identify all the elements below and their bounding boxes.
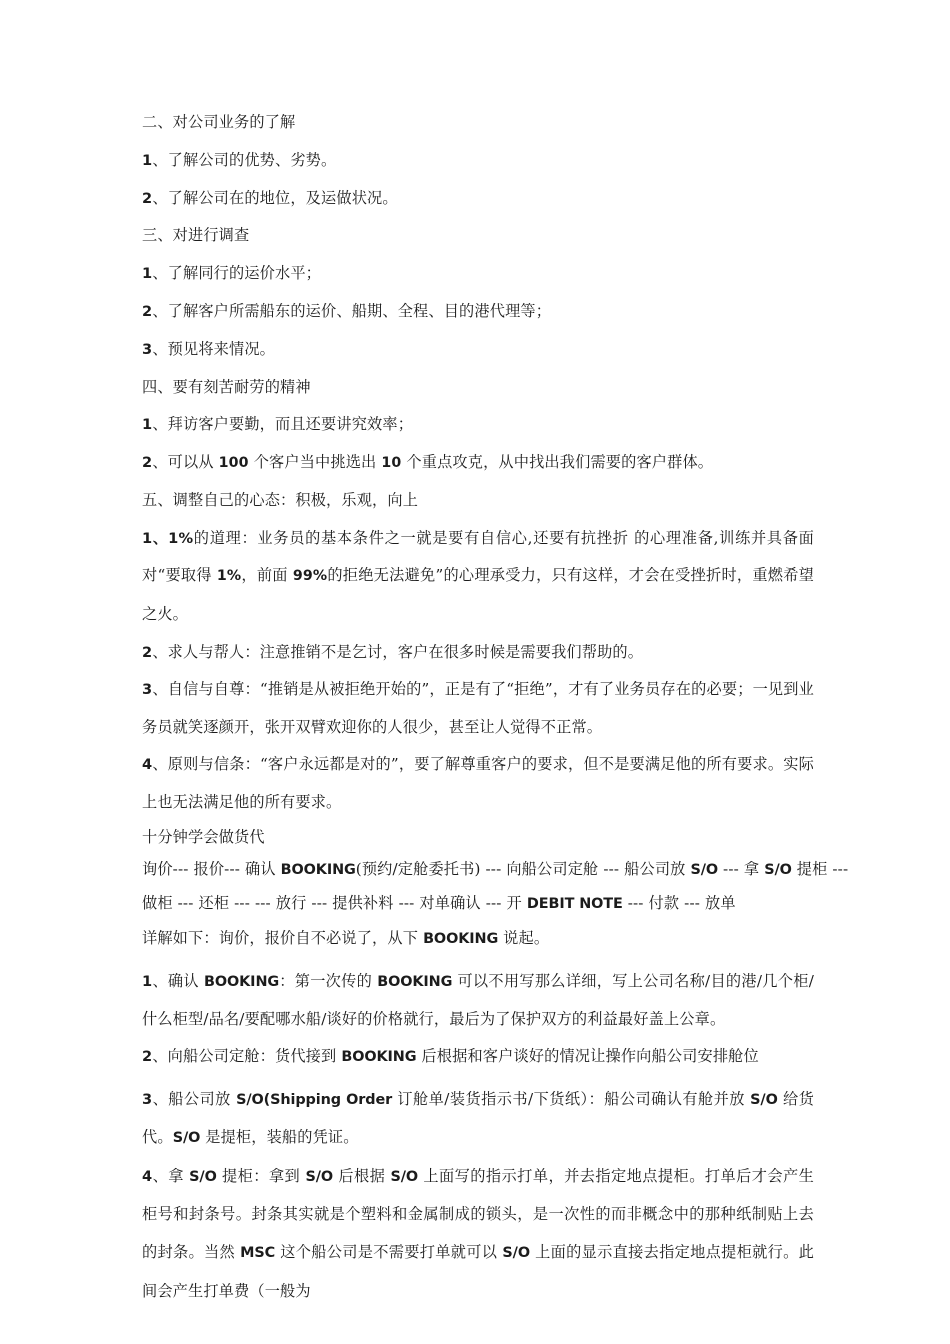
- step-text: 后根据: [333, 1166, 391, 1185]
- step-text: 上面的显示直接去指定地点提柜就行。此间会产生打单费（一般为: [142, 1243, 814, 1300]
- term-so: S/O: [305, 1168, 334, 1185]
- customer-count-100: 100: [218, 455, 249, 472]
- list-item-3-3: [142, 331, 814, 369]
- heading-section-three: 三、对进行调查: [142, 226, 250, 245]
- heading-freight-forwarding: 十分钟学会做货代: [142, 827, 265, 846]
- list-number: 3: [142, 1090, 153, 1108]
- list-item-3-2: [142, 293, 814, 331]
- list-number: 2: [142, 302, 153, 320]
- customer-count-10: 10: [381, 455, 402, 472]
- step-text: 、确认: [152, 971, 204, 990]
- list-item-text: 、预见将来情况。: [152, 339, 276, 358]
- list-number: 1: [142, 416, 153, 434]
- list-item-3-1: [142, 255, 814, 293]
- document-text-body: [142, 104, 849, 1310]
- list-number: 1、1%: [142, 529, 194, 547]
- term-debit-note: DEBIT NOTE: [526, 895, 623, 912]
- list-item-text: 、拜访客户要勤，而且还要讲究效率；: [152, 415, 414, 434]
- workflow-text: --- 拿: [718, 859, 765, 878]
- list-item-text: 、了解同行的运价水平；: [152, 264, 322, 283]
- mindset-text: 、求人与帮人：注意推销不是乞讨，客户在很多时候是需要我们帮助的。: [152, 642, 644, 661]
- term-msc: MSC: [240, 1245, 276, 1262]
- step-text: 给货代。: [142, 1089, 814, 1147]
- list-number: 1: [142, 972, 153, 990]
- step-text: 、拿: [152, 1166, 190, 1185]
- step-item-4: [142, 1158, 814, 1310]
- step-item-2: [142, 1039, 814, 1075]
- list-number: 3: [142, 340, 153, 358]
- step-item-1: [142, 963, 814, 1039]
- list-item-text: 、可以从: [152, 453, 219, 472]
- detail-intro-line: [142, 921, 814, 957]
- mindset-item-1: [142, 520, 814, 634]
- step-text: 可以不用写那么详细，写上公司名称/目的港/几个柜/什么柜型/品名/要配哪水船/谈好的价格就行，最后为了保护双方的利益最好盖上公章。: [142, 971, 814, 1029]
- step-text: 上面写的指示打单，并去指定地点提柜。打单后才会产生柜号和封条号。封条其实就是个塑料和金属制成的锁头，是一次性的而非概念中的那种纸制贴上去的封条。当然: [142, 1166, 814, 1262]
- workflow-text: --- 付款 --- 放单: [622, 893, 736, 912]
- list-item-text: 、了解公司的优势、劣势。: [152, 150, 337, 169]
- term-so: S/O: [764, 861, 792, 878]
- term-so: S/O: [189, 1168, 217, 1185]
- mindset-text: 、自信与自尊：“推销是从被拒绝开始的”，正是有了“拒绝”，才有了业务员存在的必要；一见到业务员就笑逐颜开，张开双臂欢迎你的人很少，甚至让人觉得不正常。: [142, 680, 814, 736]
- list-number: 2: [142, 454, 153, 472]
- list-item-text: 个客户当中挑选出: [248, 453, 382, 472]
- list-number: 4: [142, 756, 153, 774]
- heading-section-two: 二、对公司业务的了解: [142, 113, 296, 131]
- heading-section-five: 五、调整自己的心态：积极，乐观，向上: [142, 490, 419, 509]
- term-so: S/O: [750, 1091, 778, 1108]
- term-booking: BOOKING: [280, 861, 356, 878]
- term-booking: BOOKING: [204, 973, 280, 990]
- step-text: 、向船公司定舱：货代接到: [152, 1046, 342, 1065]
- list-item-4-2: [142, 444, 814, 482]
- step-text: 这个船公司是不需要打单就可以: [275, 1243, 503, 1262]
- term-so: S/O: [502, 1245, 530, 1262]
- list-item-4-1: [142, 406, 814, 444]
- list-number: 2: [142, 189, 153, 207]
- workflow-line-1: [142, 853, 849, 887]
- step-text: 、船公司放: [152, 1089, 237, 1108]
- term-so: S/O: [690, 861, 719, 878]
- workflow-line-2: [142, 887, 814, 921]
- list-item-2-1: [142, 142, 814, 180]
- term-booking: BOOKING: [423, 930, 499, 947]
- list-number: 1: [142, 151, 153, 169]
- workflow-text: 做柜 --- 还柜 --- --- 放行 --- 提供补料 --- 对单确认 --- 开: [142, 893, 527, 912]
- list-number: 2: [142, 1047, 153, 1065]
- heading-section-four: 四、要有刻苦耐劳的精神: [142, 377, 311, 396]
- step-text: 后根据和客户谈好的情况让操作向船公司安排舱位: [416, 1046, 759, 1065]
- percent-1: 1%: [216, 568, 242, 585]
- step-item-3: [142, 1081, 814, 1158]
- percent-99: 99%: [292, 568, 328, 585]
- mindset-item-2: [142, 634, 814, 672]
- workflow-text: 询价--- 报价--- 确认: [142, 859, 281, 878]
- mindset-text: ，前面: [241, 566, 293, 585]
- workflow-text: (预约/定舱委托书) --- 向船公司定舱 --- 船公司放: [355, 859, 691, 878]
- step-text: ：第一次传的: [279, 971, 378, 990]
- step-text: 提柜：拿到: [216, 1166, 306, 1185]
- term-so: S/O: [390, 1168, 419, 1185]
- term-booking: BOOKING: [377, 973, 453, 990]
- mindset-text: 的道理：业务员的基本条件之一就是要有自信心,还要有抗挫折 的心理准备,训练并具备面对“要取得: [142, 528, 814, 585]
- mindset-text: 的拒绝无法避免”的心理承受力，只有这样，才会在受挫折时，重燃希望之火。: [142, 566, 814, 623]
- list-item-2-2: [142, 180, 814, 218]
- list-item-text: 、了解客户所需船东的运价、船期、全程、目的港代理等；: [152, 301, 552, 320]
- term-shipping-order: S/O(Shipping Order: [236, 1091, 393, 1108]
- list-number: 2: [142, 643, 153, 661]
- step-text: 是提柜，装船的凭证。: [200, 1128, 359, 1147]
- list-number: 1: [142, 265, 153, 283]
- list-number: 4: [142, 1167, 153, 1185]
- term-booking: BOOKING: [341, 1048, 417, 1065]
- term-so: S/O: [172, 1130, 201, 1147]
- mindset-item-3: [142, 671, 814, 746]
- workflow-text: 提柜 ---: [791, 859, 849, 878]
- intro-text: 详解如下：询价，报价自不必说了，从下: [142, 928, 424, 947]
- intro-text: 说起。: [498, 928, 550, 947]
- mindset-text: 、原则与信条：“客户永远都是对的”，要了解尊重客户的要求，但不是要满足他的所有要求。实际上也无法满足他的所有要求。: [142, 755, 814, 811]
- list-item-text: 个重点攻克，从中找出我们需要的客户群体。: [401, 453, 714, 472]
- list-number: 3: [142, 681, 153, 699]
- list-item-text: 、了解公司在的地位，及运做状况。: [152, 188, 398, 207]
- step-text: 订舱单/装货指示书/下货纸）：船公司确认有舱并放: [392, 1089, 751, 1108]
- mindset-item-4: [142, 746, 814, 821]
